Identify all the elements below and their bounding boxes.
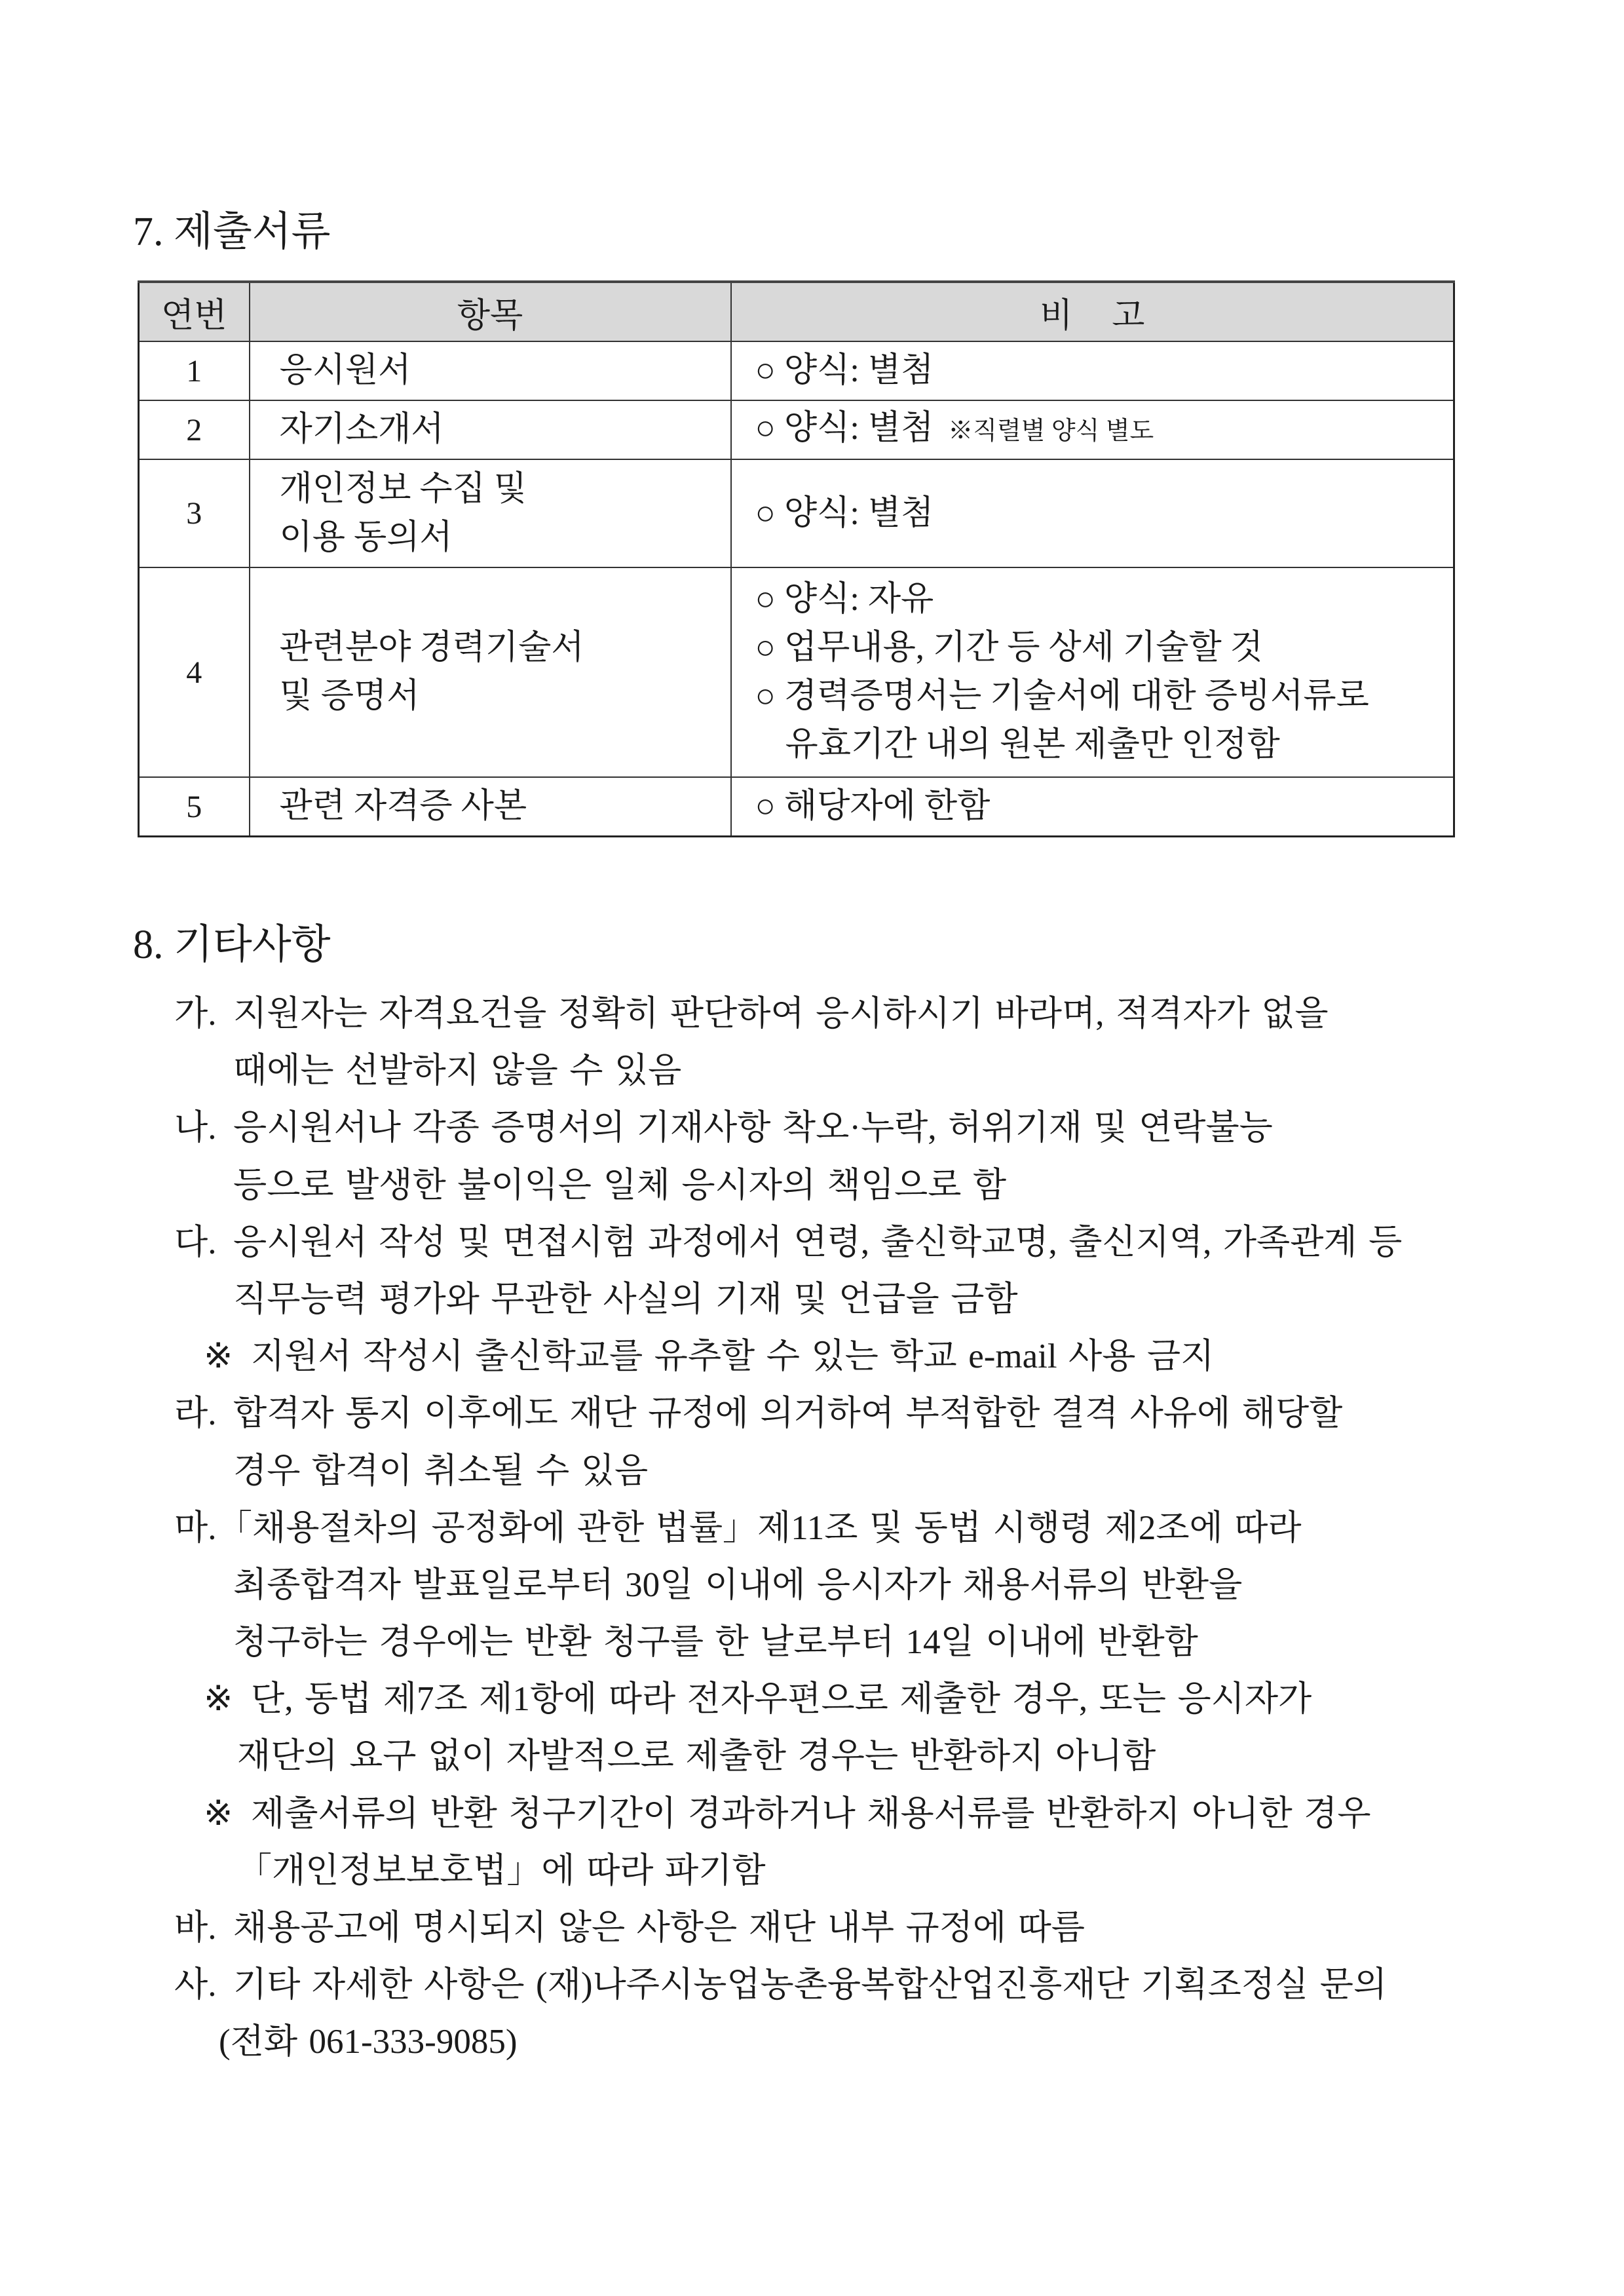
notice-line (0, 1957, 1624, 2014)
notice-line (0, 1214, 1624, 1271)
cell-item (250, 567, 731, 777)
item-line: 응시원서 (279, 352, 411, 389)
notice-line (0, 985, 1624, 1043)
item-label: 마. (174, 1508, 217, 1547)
header-cell-number: 연번 (139, 282, 250, 341)
table-header-row (139, 282, 1454, 341)
notice-line-continuation: 때에는 선발하지 않을 수 있음 (233, 1052, 682, 1090)
reference-mark: ※ (204, 1794, 233, 1833)
note-line: ○ 해당자에 한함 (755, 788, 991, 825)
notice-item (0, 985, 1624, 1100)
submission-documents-table (138, 280, 1455, 837)
cell-number: 2 (139, 400, 250, 459)
notice-item (0, 1900, 1624, 1957)
reference-mark: ※ (204, 1680, 233, 1719)
note-line: ○ 양식: 별첨 (755, 352, 934, 389)
table-row (139, 567, 1454, 777)
remark-text: 단, 동법 제7조 제1항에 따라 전자우편으로 제출한 경우, 또는 응시자가 (251, 1680, 1312, 1719)
item-line: 관련분야 경력기술서 (279, 629, 584, 666)
item-text: 채용공고에 명시되지 않은 사항은 재단 내부 규정에 따름 (233, 1909, 1085, 1947)
cell-item (250, 777, 731, 837)
notice-remark-continuation: 재단의 요구 없이 자발적으로 제출한 경우는 반환하지 아니함 (237, 1737, 1156, 1776)
item-text: 기타 자세한 사항은 (재)나주시농업농촌융복합산업진흥재단 기획조정실 문의 (233, 1966, 1388, 2004)
note-text: ○ 양식: 별첨 (755, 410, 934, 447)
item-text: 합격자 통지 이후에도 재단 규정에 의거하여 부적합한 결격 사유에 해당할 (233, 1394, 1343, 1433)
header-cell-note: 비 고 (731, 282, 1454, 341)
section-heading-submission-documents: 7. 제출서류 (133, 210, 331, 254)
notice-item (0, 1100, 1624, 1214)
cell-number: 4 (139, 567, 250, 777)
notice-line-continuation: 직무능력 평가와 무관한 사실의 기재 및 언급을 금함 (233, 1280, 1018, 1318)
reference-mark: ※ (204, 1337, 233, 1376)
note-line-continuation: 유효기간 내의 원본 제출만 인정함 (785, 726, 1280, 763)
cell-note (731, 459, 1454, 567)
table-row (139, 400, 1454, 459)
notice-item (0, 1957, 1624, 2071)
item-label: 나. (174, 1109, 217, 1147)
notice-remark-line (0, 1671, 1624, 1728)
notice-line (0, 1500, 1624, 1557)
notice-line (0, 1100, 1624, 1157)
table-row (139, 341, 1454, 400)
cell-item (250, 459, 731, 567)
item-line: 관련 자격증 사본 (279, 788, 527, 825)
item-label: 다. (174, 1223, 217, 1261)
item-line: 개인정보 수집 및 (279, 470, 527, 508)
notice-item (0, 1385, 1624, 1499)
cell-number: 5 (139, 777, 250, 837)
notice-item (0, 1500, 1624, 1900)
cell-number: 3 (139, 459, 250, 567)
note-line: ○ 업무내용, 기간 등 상세 기술할 것 (755, 629, 1263, 666)
notice-line-continuation: 등으로 발생한 불이익은 일체 응시자의 책임으로 함 (233, 1166, 1007, 1204)
header-cell-item: 항목 (250, 282, 731, 341)
cell-note (731, 777, 1454, 837)
table-row (139, 459, 1454, 567)
section-heading-other-matters: 8. 기타사항 (133, 923, 331, 967)
notice-line (0, 1900, 1624, 1957)
table-row (139, 777, 1454, 837)
notice-remark-continuation: 「개인정보보호법」에 따라 파기함 (237, 1851, 766, 1890)
note-small-remark: ※직렬별 양식 별도 (948, 417, 1154, 445)
notice-remark-line (0, 1328, 1624, 1385)
remark-text: 제출서류의 반환 청구기간이 경과하거나 채용서류를 반환하지 아니한 경우 (251, 1794, 1371, 1833)
notice-item (0, 1214, 1624, 1386)
notice-line-continuation: 최종합격자 발표일로부터 30일 이내에 응시자가 채용서류의 반환을 (233, 1565, 1243, 1604)
cell-item (250, 341, 731, 400)
notice-line-continuation: 경우 합격이 취소될 수 있음 (233, 1451, 649, 1490)
cell-item (250, 400, 731, 459)
note-line: ○ 경력증명서는 기술서에 대한 증빙서류로 (755, 678, 1369, 715)
note-line (755, 404, 1454, 455)
item-line: 이용 동의서 (279, 518, 453, 556)
item-label: 바. (174, 1909, 217, 1947)
item-line: 및 증명서 (279, 678, 420, 715)
cell-note (731, 567, 1454, 777)
notice-remark-line (0, 1786, 1624, 1843)
note-line: ○ 양식: 자유 (755, 581, 934, 618)
remark-text: 지원서 작성시 출신학교를 유추할 수 있는 학교 e-mail 사용 금지 (251, 1337, 1215, 1376)
notice-line-continuation: 청구하는 경우에는 반환 청구를 한 날로부터 14일 이내에 반환함 (233, 1623, 1198, 1662)
notice-line (0, 1385, 1624, 1442)
contact-phone-line: (전화 061-333-9085) (219, 2023, 518, 2061)
item-label: 라. (174, 1394, 217, 1433)
notice-list (0, 985, 1624, 2071)
item-text: 「채용절차의 공정화에 관한 법률」제11조 및 동법 시행령 제2조에 따라 (217, 1508, 1302, 1547)
item-text: 지원자는 자격요건을 정확히 판단하여 응시하시기 바라며, 적격자가 없을 (233, 995, 1329, 1033)
cell-number: 1 (139, 341, 250, 400)
item-label: 가. (174, 995, 217, 1033)
cell-note (731, 341, 1454, 400)
item-line: 자기소개서 (279, 411, 444, 448)
cell-note (731, 400, 1454, 459)
item-text: 응시원서나 각종 증명서의 기재사항 착오·누락, 허위기재 및 연락불능 (233, 1109, 1273, 1147)
item-label: 사. (174, 1966, 217, 2004)
note-line: ○ 양식: 별첨 (755, 494, 934, 532)
item-text: 응시원서 작성 및 면접시험 과정에서 연령, 출신학교명, 출신지역, 가족관계 등 (233, 1223, 1403, 1261)
